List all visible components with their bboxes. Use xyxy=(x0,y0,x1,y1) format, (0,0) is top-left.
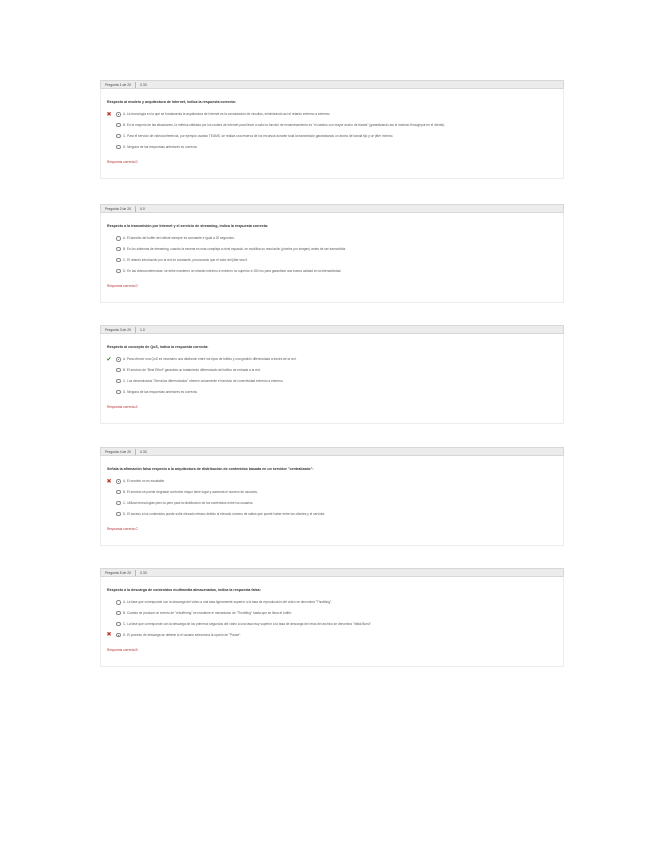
answer-option-b[interactable] xyxy=(107,487,559,498)
question-body xyxy=(100,577,564,667)
question-body xyxy=(100,213,564,303)
radio-button[interactable] xyxy=(116,501,121,506)
answer-label: D. Ninguna de las respuestas anteriores es correcta. xyxy=(123,144,198,149)
answer-option-d[interactable] xyxy=(107,508,559,519)
radio-button[interactable] xyxy=(116,145,121,150)
answer-label: A. La tecnología en la que se fundamenta la arquitectura de Internet es la conmutación de circuitos, minimizando así el retardo extremo a extremo. xyxy=(123,112,331,117)
radio-button[interactable] xyxy=(116,390,121,395)
answer-option-b[interactable] xyxy=(107,365,559,376)
question-body xyxy=(100,334,564,424)
question-number: Pregunta 3 de 20 xyxy=(105,327,132,332)
correct-answer-text: Respuesta correcta D xyxy=(107,160,138,165)
question-header xyxy=(100,80,564,89)
header-divider xyxy=(135,570,136,576)
question-block-3 xyxy=(100,325,564,424)
header-divider xyxy=(135,327,136,333)
answer-option-d[interactable] xyxy=(107,629,559,640)
answer-option-c[interactable] xyxy=(107,131,559,142)
check-icon: ✔ xyxy=(106,356,112,363)
answer-label: A. Para ofrecer una QoS es necesario una distinción entre los tipos de tráfico y una gestión diferenciada a través de la red. xyxy=(123,357,297,362)
radio-button[interactable] xyxy=(116,479,121,484)
cross-icon: ✖ xyxy=(106,478,112,485)
question-header xyxy=(100,568,564,577)
answer-option-a[interactable] xyxy=(107,233,559,244)
answer-label: B. El servicio de "Best Effort" garantiza un tratamiento diferenciado del tráfico de entrada a la red. xyxy=(123,368,261,373)
answer-option-c[interactable] xyxy=(107,255,559,266)
answer-label: B. El servicio se puede degradar conforme mayor tiene lugar y aumenta el número de usuarios. xyxy=(123,490,258,495)
question-number: Pregunta 4 de 20 xyxy=(105,449,132,454)
question-text: Respecto al modelo y arquitectura de Internet, indica la respuesta correcta: xyxy=(107,100,236,104)
question-score: 0.33 xyxy=(140,449,147,454)
correct-answer-text: Respuesta correcta A xyxy=(107,405,138,410)
correct-answer-text: Respuesta correcta D xyxy=(107,284,138,289)
radio-button[interactable] xyxy=(116,490,121,495)
answer-label: B. En la mayoría de las situaciones, la métrica utilizada por los routers de Internet para llevar a cabo la función de encaminamiento es "el camino con mayor ancho de banda" (garantizando así el máximo throughput en el cliente). xyxy=(123,123,446,128)
header-divider xyxy=(135,82,136,88)
question-text: Respecto a la transmisión por Internet y el servicio de streaming, indica la respuesta correcta: xyxy=(107,224,269,228)
radio-button[interactable] xyxy=(116,379,121,384)
question-number: Pregunta 5 de 20 xyxy=(105,570,132,575)
question-score: 0.0 xyxy=(140,206,145,211)
header-divider xyxy=(135,206,136,212)
answer-option-b[interactable] xyxy=(107,120,559,131)
question-header xyxy=(100,204,564,213)
question-block-1 xyxy=(100,80,564,179)
radio-button[interactable] xyxy=(116,368,121,373)
question-header xyxy=(100,447,564,456)
radio-button[interactable] xyxy=(116,512,121,517)
radio-button[interactable] xyxy=(116,600,121,605)
radio-button[interactable] xyxy=(116,633,121,638)
answer-label: C. La fase que corresponde con la descarga de los primeros segundos del vídeo a una tasa muy superior a la tasa de descarga del resto del archivo se denomina "Initial Burst". xyxy=(123,621,372,626)
answer-label: D. El proceso de descarga se detiene si el usuario selecciona la opción de "Pause". xyxy=(123,632,242,637)
radio-button[interactable] xyxy=(116,134,121,139)
radio-button[interactable] xyxy=(116,247,121,252)
question-number: Pregunta 2 de 20 xyxy=(105,206,132,211)
question-block-4 xyxy=(100,447,564,546)
answer-label: A. El tamaño del buffer del cliente siempre es constante e igual a 20 segundos. xyxy=(123,236,235,241)
question-text: Respecto a la descarga de contenidos multimedia almacenados, indica la respuesta falsa: xyxy=(107,588,261,592)
cross-icon: ✖ xyxy=(106,631,112,638)
radio-button[interactable] xyxy=(116,258,121,263)
answer-option-b[interactable] xyxy=(107,244,559,255)
answer-option-c[interactable] xyxy=(107,619,559,630)
question-text: Señala la afirmación falsa respecto a la arquitectura de distribución de contenidos basada en un servidor "centralizado": xyxy=(107,467,314,471)
answer-option-c[interactable] xyxy=(107,498,559,509)
question-number: Pregunta 1 de 20 xyxy=(105,82,132,87)
answer-label: C. El retardo introducido por la red es constante, provocando que el valor del jitter sea 0. xyxy=(123,257,249,262)
answer-label: B. Cuando se produce un evento de "rebuffering" se mantiene el mecanismo de "Throttling" hasta que se llena el buffer. xyxy=(123,611,292,616)
header-divider xyxy=(135,449,136,455)
question-score: 1.0 xyxy=(140,327,145,332)
answer-label: C. Utilizan tecnologías peer-to-peer para la distribución de los contenidos entre los usuarios. xyxy=(123,500,254,505)
answer-label: D. Ninguna de las respuestas anteriores es correcta. xyxy=(123,389,198,394)
answer-label: C. Para el servicio de videoconferencia, por ejemplo usando TEAMS, se realiza una reserva de los recursos durante toda la transmisión garantizando un ancho de banda fijo y un jitter mínimo. xyxy=(123,133,394,138)
question-score: 0.33 xyxy=(140,82,147,87)
question-body xyxy=(100,89,564,179)
question-block-5 xyxy=(100,568,564,667)
answer-option-d[interactable] xyxy=(107,141,559,152)
radio-button[interactable] xyxy=(116,611,121,616)
question-score: 0.33 xyxy=(140,570,147,575)
answer-option-d[interactable] xyxy=(107,386,559,397)
question-block-2 xyxy=(100,204,564,303)
answer-option-c[interactable] xyxy=(107,376,559,387)
cross-icon: ✖ xyxy=(106,111,112,118)
answer-label: D. En las videoconferencias, se debe mantener un retardo extremo a extremo no superior a 150 ms para garantizar una buena calidad en la interactividad. xyxy=(123,268,342,273)
radio-button[interactable] xyxy=(116,269,121,274)
answer-option-a[interactable] xyxy=(107,354,559,365)
radio-button[interactable] xyxy=(116,112,121,117)
radio-button[interactable] xyxy=(116,236,121,241)
answer-label: D. El acceso a los contenidos puede sufrir elevado retraso debido al elevado número de saltos que puede haber entre los clientes y el servidor. xyxy=(123,511,326,516)
radio-button[interactable] xyxy=(116,357,121,362)
answer-option-a[interactable] xyxy=(107,109,559,120)
answer-label: C. Los denominados "Servicios diferenciados" ofrecen únicamente el servicio de conectividad extremo a extremo. xyxy=(123,378,284,383)
correct-answer-text: Respuesta correcta C xyxy=(107,527,138,532)
answer-label: A. El modelo no es escalable. xyxy=(123,479,165,484)
answer-option-a[interactable] xyxy=(107,476,559,487)
question-text: Respecto al concepto de QoS, indica la respuesta correcta: xyxy=(107,345,209,349)
radio-button[interactable] xyxy=(116,622,121,627)
answer-label: A. La fase que corresponde con la descarga del vídeo a una tasa ligeramente superior a la tasa de reproducción del vídeo se denomina "Throttling". xyxy=(123,600,333,605)
answer-option-d[interactable] xyxy=(107,265,559,276)
answer-option-b[interactable] xyxy=(107,608,559,619)
answer-label: B. En los sistemas de streaming, cuando la escena es más compleja a nivel espacial, se modifica su resolución (píxeles por imagen) antes de ser transmitida. xyxy=(123,247,347,252)
question-header xyxy=(100,325,564,334)
question-body xyxy=(100,456,564,546)
answer-option-a[interactable] xyxy=(107,597,559,608)
radio-button[interactable] xyxy=(116,123,121,128)
correct-answer-text: Respuesta correcta B xyxy=(107,648,138,653)
